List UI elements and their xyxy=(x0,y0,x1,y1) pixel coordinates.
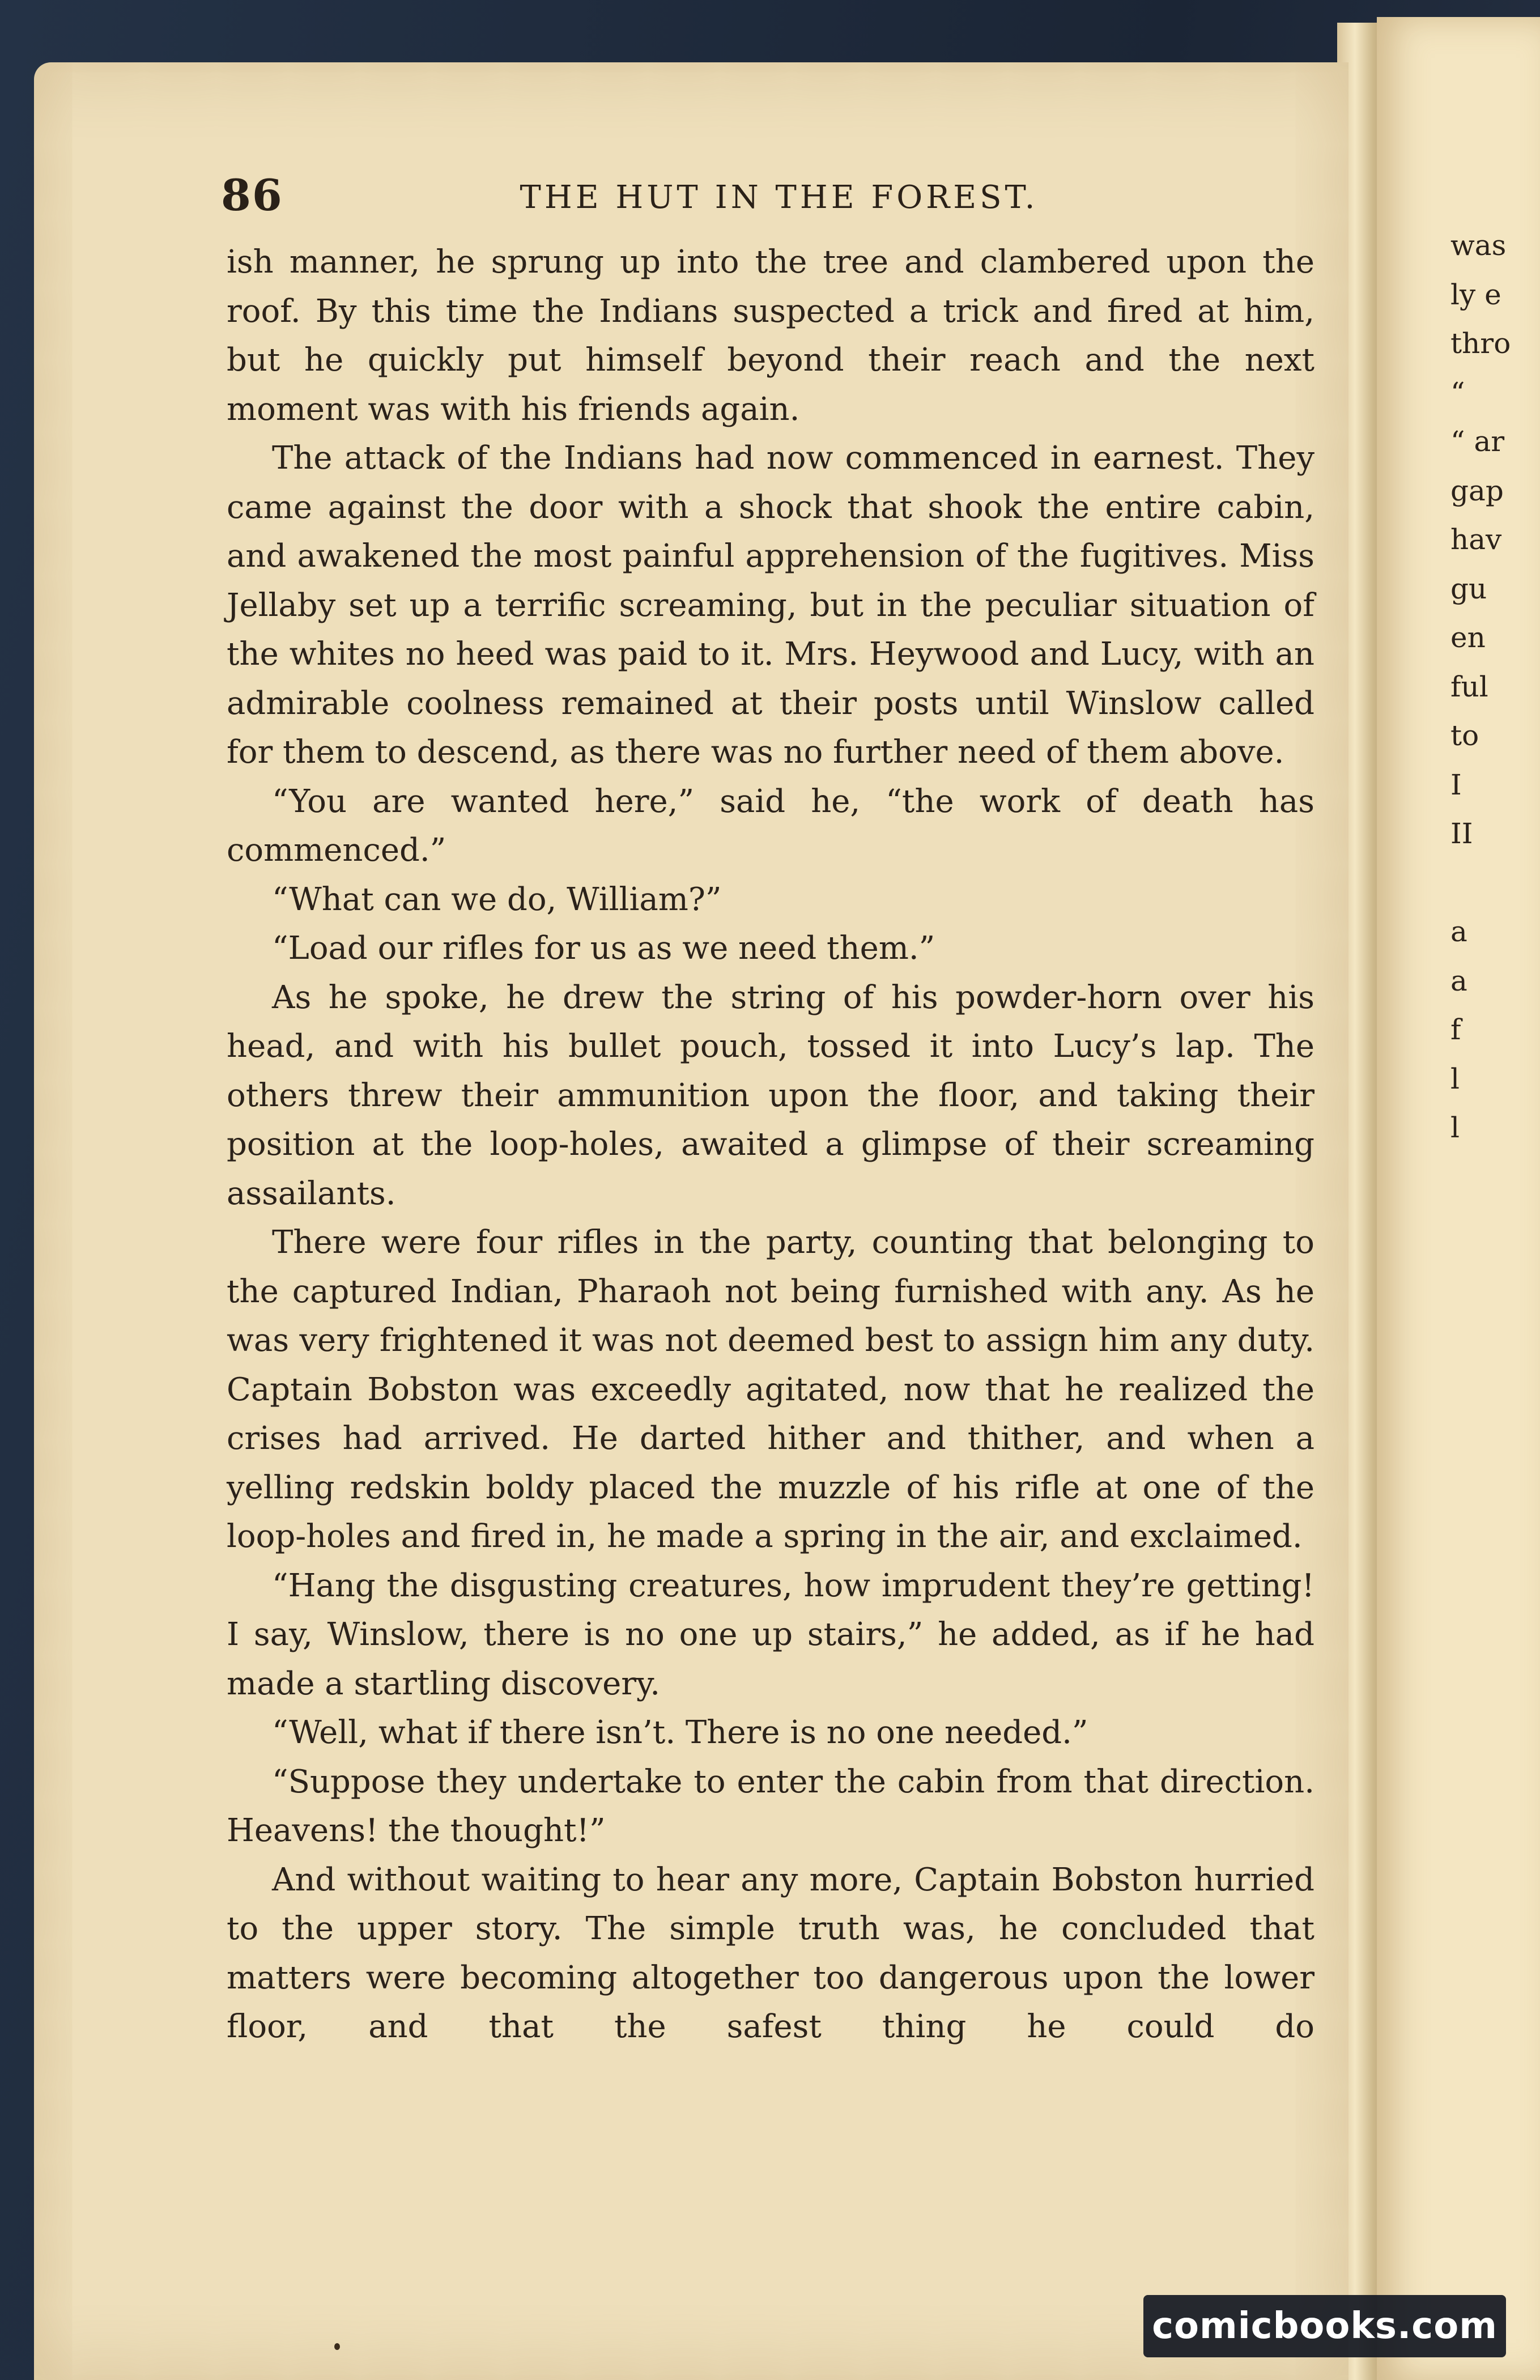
fragment-line: I xyxy=(1450,768,1462,801)
running-head xyxy=(221,170,1309,221)
ink-speck xyxy=(334,2343,340,2350)
fragment-line: “ xyxy=(1450,376,1465,409)
running-title: THE HUT IN THE FOREST. xyxy=(520,179,1039,216)
right-page-text-fragments xyxy=(1450,221,1540,1153)
fragment-line: ly e xyxy=(1450,278,1501,311)
site-watermark: comicbooks.com xyxy=(1143,2295,1506,2357)
fragment-line: gu xyxy=(1450,572,1487,605)
fragment-line: a xyxy=(1450,964,1467,997)
fragment-line: l xyxy=(1450,1111,1460,1144)
paragraph: “Well, what if there isn’t. There is no one needed.” xyxy=(272,1714,1088,1751)
fragment-line: ful xyxy=(1450,670,1488,703)
fragment-line: thro xyxy=(1450,327,1511,360)
fragment-line: a xyxy=(1450,915,1467,948)
body-text xyxy=(227,238,1314,2052)
fragment-line: en xyxy=(1450,621,1486,654)
paragraph: The attack of the Indians had now commenced in earnest. They came against the door with a shock that shook the entire cabin, and awakened the most painful apprehension of the fugitives. Miss Jellaby set up a terrific screaming, but in the peculiar situation of the whites no heed was paid to it. Mrs. Heywood and Lucy, with an admirable coolness remained at their posts until Winslow called for them to descend, as there was no further need of them above. xyxy=(227,440,1314,771)
fragment-line: was xyxy=(1450,229,1507,262)
fragment-line: hav xyxy=(1450,523,1502,556)
paragraph: “Load our rifles for us as we need them.” xyxy=(272,930,935,967)
fragment-line: to xyxy=(1450,719,1479,752)
paragraph: “Hang the disgusting creatures, how imprudent they’re getting! I say, Winslow, there is no one up stairs,” he added, as if he had made a startling discovery. xyxy=(227,1567,1314,1702)
fragment-line: gap xyxy=(1450,474,1504,507)
fragment-line: II xyxy=(1450,817,1473,850)
paragraph: As he spoke, he drew the string of his powder-horn over his head, and with his bullet pouch, tossed it into Lucy’s lap. The others threw their ammunition upon the floor, and taking their position at the loop-holes, awaited a glimpse of their screaming assailants. xyxy=(227,979,1314,1212)
paragraph: ish manner, he sprung up into the tree and clambered upon the roof. By this time the Indians suspected a trick and fired at him, but he quickly put himself beyond their reach and the next moment was with his friends again. xyxy=(227,244,1314,428)
paragraph: “Suppose they undertake to enter the cabin from that direction. Heavens! the thought!” xyxy=(227,1763,1314,1849)
fragment-line: “ ar xyxy=(1450,425,1505,458)
paragraph: And without waiting to hear any more, Captain Bobston hurried to the upper story. The simple truth was, he concluded that matters were becoming altogether too dangerous upon the lower floor, and that the safest thing he could do xyxy=(227,1861,1314,2045)
paragraph: “You are wanted here,” said he, “the work of death has commenced.” xyxy=(227,783,1314,869)
page-number: 86 xyxy=(221,170,283,220)
fragment-line: l xyxy=(1450,1062,1460,1095)
fragment-line xyxy=(1450,858,1540,908)
fragment-line: f xyxy=(1450,1013,1461,1046)
paragraph: “What can we do, William?” xyxy=(272,881,722,918)
paragraph: There were four rifles in the party, counting that belonging to the captured Indian, Pharaoh not being furnished with any. As he was very frightened it was not deemed best to assign him any duty. Captain Bobston was exceedly agitated, now that he realized the crises had arrived. He darted hither and thither, and when a yelling redskin boldy placed the muzzle of his rifle at one of the loop-holes and fired in, he made a spring in the air, and exclaimed. xyxy=(227,1224,1314,1555)
